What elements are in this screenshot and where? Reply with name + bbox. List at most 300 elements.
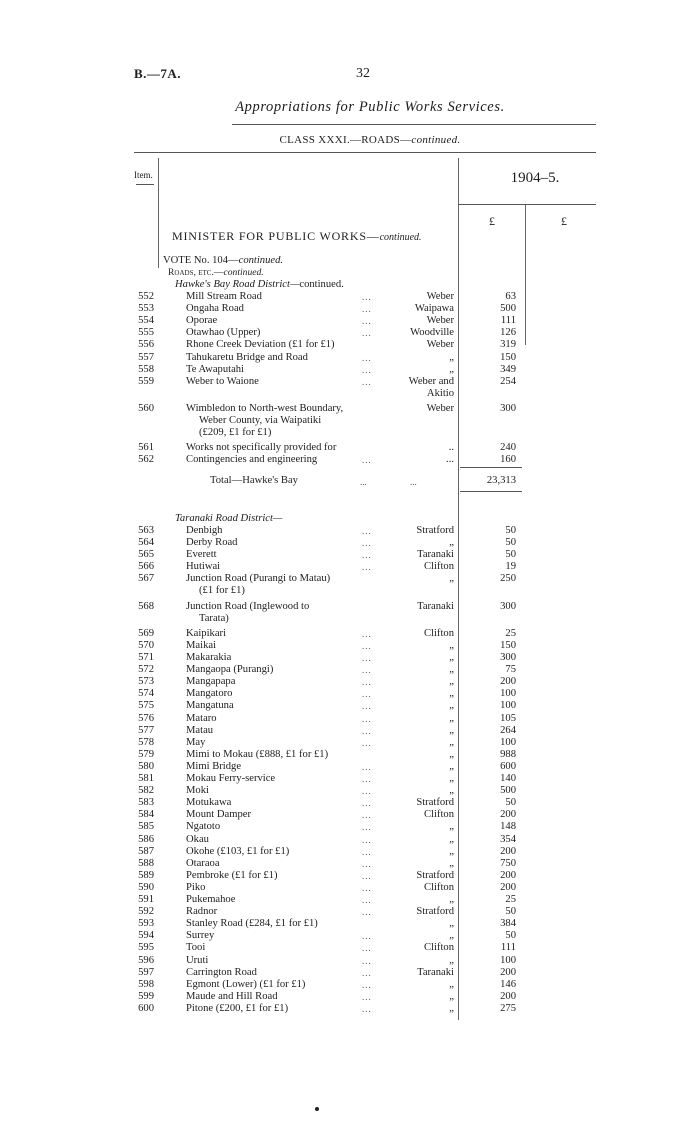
taranaki-item-number: 582 (138, 785, 154, 797)
county-name: Stratford (416, 869, 454, 881)
hawkes-bay-item-number: 555 (138, 327, 154, 339)
county-name: Waipawa (414, 303, 454, 315)
taranaki-item-name (186, 628, 226, 640)
total-label: Total—Hawke's Bay (210, 475, 298, 486)
item-name-line: Piko (186, 881, 206, 893)
taranaki-amount: 50 (505, 906, 516, 918)
currency-symbol-col1: £ (489, 214, 495, 228)
item-name-line: Maude and Hill Road (186, 990, 278, 1002)
item-name-line: Te Awaputahi (186, 363, 245, 375)
taranaki-item-name (186, 942, 205, 954)
hawkes-bay-county (390, 291, 454, 303)
taranaki-county (390, 749, 454, 761)
item-name-line: Wimbledon to North-west Boundary, (186, 402, 344, 414)
taranaki-item-name (186, 688, 232, 700)
taranaki-county (390, 834, 454, 846)
taranaki-leader-dots: ... (362, 991, 372, 1002)
taranaki-item-number: 585 (138, 821, 154, 833)
taranaki-item-name (186, 1003, 288, 1015)
county-name: „ (449, 760, 454, 772)
taranaki-item-name (186, 652, 231, 664)
taranaki-item-number: 584 (138, 809, 154, 821)
item-name-line: Rhone Creek Deviation (£1 for £1) (186, 339, 335, 351)
taranaki-item-name (186, 930, 214, 942)
taranaki-item-number: 581 (138, 773, 154, 784)
item-name-line: Junction Road (Purangi to Matau) (186, 573, 331, 585)
hawkes-bay-item-number: 561 (138, 442, 154, 454)
hawkes-bay-item-name (186, 442, 336, 454)
hawkes-bay-county (390, 352, 454, 364)
taranaki-item-number: 565 (138, 549, 154, 561)
county-name: „ (449, 785, 454, 797)
taranaki-item-name (186, 761, 241, 773)
taranaki-county (390, 858, 454, 870)
hawkes-bay-leader-dots: ... (362, 304, 372, 315)
item-name-line: Mangatoro (186, 688, 233, 700)
hawkes-bay-county (390, 303, 454, 315)
county-name: Clifton (423, 561, 454, 573)
taranaki-amount: 300 (500, 652, 516, 663)
description-column-divider (458, 158, 459, 1020)
taranaki-item-number: 593 (138, 918, 154, 930)
taranaki-item-number: 586 (138, 833, 154, 845)
hawkes-bay-amount: 150 (500, 351, 516, 363)
taranaki-leader-dots: ... (362, 713, 372, 724)
taranaki-county (390, 561, 454, 573)
item-name-line: Mataro (186, 712, 217, 724)
taranaki-item-number: 590 (138, 881, 154, 893)
hawkes-bay-item-number: 553 (138, 303, 154, 315)
taranaki-amount: 200 (500, 966, 516, 978)
item-name-line: Pembroke (£1 for £1) (186, 869, 278, 881)
taranaki-leader-dots: ... (362, 774, 372, 784)
county-name: Stratford (416, 525, 454, 536)
taranaki-amount: 250 (500, 573, 516, 585)
class-heading: CLASS XXXI.—ROADS—continued. (279, 134, 461, 146)
item-column-header: Item. (134, 170, 153, 180)
taranaki-item-name (186, 967, 257, 979)
hawkes-bay-item-name (186, 403, 343, 439)
taranaki-item-number: 599 (138, 990, 154, 1002)
county-name: „ (449, 833, 454, 845)
taranaki-leader-dots: ... (362, 538, 372, 549)
hawkes-bay-county (390, 364, 454, 376)
taranaki-item-number: 595 (138, 942, 154, 954)
taranaki-county (390, 761, 454, 773)
hawkes-bay-item-number: 552 (138, 291, 154, 302)
taranaki-county (390, 537, 454, 549)
taranaki-county (390, 652, 454, 664)
taranaki-item-number: 576 (138, 712, 154, 724)
taranaki-item-name (186, 640, 216, 652)
total-leader-dots: ... (360, 477, 367, 487)
hawkes-bay-amount: 254 (500, 375, 516, 387)
taranaki-leader-dots: ... (362, 834, 372, 845)
taranaki-leader-dots: ... (362, 786, 372, 797)
county-name: Taranaki (417, 966, 454, 978)
taranaki-leader-dots: ... (362, 979, 372, 990)
taranaki-leader-dots: ... (362, 882, 372, 893)
item-name-line: Maikai (186, 639, 217, 651)
taranaki-county (390, 573, 454, 585)
taranaki-item-number: 597 (138, 966, 154, 978)
county-name: Taranaki (417, 600, 454, 612)
hawkes-bay-county (390, 339, 454, 351)
hawkes-bay-amount: 63 (505, 291, 516, 302)
taranaki-amount: 146 (500, 978, 516, 990)
taranaki-amount: 600 (500, 760, 516, 772)
hawkes-bay-county (390, 403, 454, 415)
taranaki-item-name (186, 894, 235, 906)
taranaki-county (390, 809, 454, 821)
hawkes-bay-item-number: 556 (138, 339, 154, 351)
hawkes-bay-amount: 111 (500, 315, 516, 327)
county-name: Clifton (423, 627, 454, 639)
roads-heading: Roads, etc.—continued. (168, 267, 264, 278)
taranaki-item-name (186, 991, 278, 1003)
county-name: „ (449, 639, 454, 651)
item-name-line: Radnor (186, 906, 218, 918)
taranaki-amount: 50 (505, 930, 516, 942)
taranaki-amount: 275 (500, 1002, 516, 1014)
taranaki-leader-dots: ... (362, 701, 372, 712)
county-name: Weber (426, 315, 454, 327)
taranaki-item-name (186, 676, 235, 688)
taranaki-county (390, 797, 454, 809)
table-top-rule (134, 152, 596, 153)
year-header-rule (458, 204, 596, 205)
taranaki-county (390, 664, 454, 676)
item-name-line: Mangaopa (Purangi) (186, 664, 274, 676)
taranaki-amount: 111 (500, 942, 516, 954)
hawkes-bay-amount: 160 (500, 454, 516, 466)
county-name: „ (449, 918, 454, 930)
item-name-line: Derby Road (186, 537, 238, 549)
hawkes-bay-item-name (186, 376, 259, 388)
page-title: Appropriations for Public Works Services. (235, 99, 505, 115)
taranaki-leader-dots: ... (362, 689, 372, 700)
item-name-line: Surrey (186, 930, 215, 942)
taranaki-county (390, 688, 454, 700)
hawkes-bay-leader-dots: ... (362, 292, 372, 302)
taranaki-item-number: 577 (138, 724, 154, 736)
taranaki-item-name (186, 821, 220, 833)
taranaki-item-name (186, 573, 330, 597)
item-name-line: Junction Road (Inglewood to (186, 600, 310, 612)
currency-symbol-col2: £ (561, 214, 567, 228)
taranaki-amount: 25 (505, 894, 516, 905)
taranaki-item-number: 564 (138, 537, 154, 549)
item-name-line: Okohe (£103, £1 for £1) (186, 845, 290, 857)
taranaki-leader-dots: ... (362, 870, 372, 881)
taranaki-county (390, 737, 454, 749)
taranaki-county (390, 773, 454, 785)
item-name-line: Mount Damper (186, 809, 252, 821)
item-name-line: Tahukaretu Bridge and Road (186, 351, 308, 363)
county-name: „ (449, 894, 454, 905)
taranaki-county (390, 700, 454, 712)
taranaki-county (390, 882, 454, 894)
hawkes-bay-item-name (186, 454, 317, 466)
taranaki-county (390, 725, 454, 737)
item-name-line: Weber to Waione (186, 375, 259, 387)
item-name-line: Ngatoto (186, 821, 221, 833)
item-name-line: Mimi to Mokau (£888, £1 for £1) (186, 748, 329, 760)
county-name: „ (449, 978, 454, 990)
taranaki-amount: 50 (505, 549, 516, 561)
taranaki-item-name (186, 749, 328, 761)
hawkes-bay-amount: 349 (500, 363, 516, 375)
taranaki-item-number: 578 (138, 736, 154, 748)
taranaki-amount: 384 (500, 918, 516, 930)
taranaki-county (390, 930, 454, 942)
taranaki-leader-dots: ... (362, 737, 372, 748)
taranaki-amount: 500 (500, 785, 516, 797)
county-name: „ (449, 748, 454, 760)
taranaki-item-name (186, 561, 220, 573)
hawkes-bay-item-number: 560 (138, 402, 154, 414)
taranaki-leader-dots: ... (362, 943, 372, 954)
county-name: „ (449, 712, 454, 724)
taranaki-amount: 200 (500, 845, 516, 857)
taranaki-item-name (186, 525, 222, 537)
taranaki-leader-dots: ... (362, 858, 372, 869)
taranaki-amount: 25 (505, 627, 516, 639)
item-name-line: Pukemahoe (186, 894, 236, 905)
taranaki-county (390, 906, 454, 918)
taranaki-item-name (186, 601, 309, 625)
taranaki-leader-dots: ... (362, 1003, 372, 1014)
county-name: „ (449, 990, 454, 1002)
hawkes-bay-amount: 300 (500, 402, 516, 414)
taranaki-item-name (186, 797, 231, 809)
hawkes-bay-item-name (186, 291, 262, 303)
county-name: „ (449, 724, 454, 736)
taranaki-leader-dots: ... (362, 550, 372, 561)
item-name-line: Mangapapa (186, 676, 236, 688)
hawkes-bay-amount: 319 (500, 339, 516, 351)
taranaki-amount: 200 (500, 676, 516, 688)
hawkes-bay-county (390, 315, 454, 327)
taranaki-leader-dots: ... (362, 725, 372, 736)
taranaki-item-number: 580 (138, 760, 154, 772)
taranaki-item-name (186, 537, 237, 549)
taranaki-leader-dots: ... (362, 907, 372, 918)
hawkes-bay-leader-dots: ... (362, 328, 372, 339)
taranaki-amount: 100 (500, 700, 516, 712)
county-name: „ (449, 351, 454, 363)
county-name: Stratford (416, 906, 454, 918)
hawkes-bay-leader-dots: ... (362, 316, 372, 327)
item-name-line: May (186, 736, 206, 748)
item-name-continuation: Weber County, via Waipatiki (199, 414, 322, 426)
taranaki-item-number: 596 (138, 954, 154, 966)
taranaki-item-name (186, 713, 217, 725)
item-name-line: Pitone (£200, £1 for £1) (186, 1002, 289, 1014)
taranaki-leader-dots: ... (362, 798, 372, 809)
taranaki-item-name (186, 834, 209, 846)
item-name-line: Kaipikari (186, 627, 227, 639)
item-column-divider (158, 158, 159, 268)
vote-heading: VOTE No. 104—continued. (163, 255, 284, 266)
taranaki-item-number: 572 (138, 664, 154, 676)
item-name-continuation: (£1 for £1) (199, 585, 245, 597)
county-name: „ (449, 573, 454, 585)
taranaki-item-number: 588 (138, 857, 154, 869)
item-name-line: Mill Stream Road (186, 291, 262, 302)
taranaki-item-name (186, 918, 318, 930)
hawkes-bay-item-number: 554 (138, 315, 154, 327)
taranaki-item-name (186, 809, 251, 821)
taranaki-amount: 148 (500, 821, 516, 833)
item-name-line: Otaraoa (186, 857, 220, 869)
total-rule-bottom (460, 491, 522, 492)
hawkes-bay-county (390, 327, 454, 339)
county-name: ... (446, 454, 454, 466)
taranaki-leader-dots: ... (362, 628, 372, 639)
taranaki-amount: 354 (500, 833, 516, 845)
county-name: „ (449, 736, 454, 748)
taranaki-amount: 750 (500, 857, 516, 869)
taranaki-leader-dots: ... (362, 810, 372, 821)
taranaki-amount: 200 (500, 869, 516, 881)
taranaki-county (390, 894, 454, 906)
minister-heading: MINISTER FOR PUBLIC WORKS—continued. (172, 229, 422, 243)
county-name: „ (449, 652, 454, 663)
item-name-line: Okau (186, 833, 209, 845)
hawkes-bay-item-number: 558 (138, 363, 154, 375)
taranaki-leader-dots: ... (362, 526, 372, 536)
hawkes-bay-item-number: 562 (138, 454, 154, 466)
taranaki-item-number: 571 (138, 652, 154, 663)
item-name-line: Uruti (186, 954, 209, 966)
taranaki-leader-dots: ... (362, 761, 372, 772)
taranaki-leader-dots: ... (362, 895, 372, 905)
item-name-line: Motukawa (186, 797, 232, 809)
page-number: 32 (356, 66, 370, 81)
item-name-line: Mokau Ferry-service (186, 773, 276, 784)
total-rule-top (460, 467, 522, 468)
year-header: 1904–5. (510, 170, 560, 186)
county-name: Weber and (408, 375, 454, 387)
item-header-rule (136, 184, 154, 185)
item-name-line: Contingencies and engineering (186, 454, 318, 466)
taranaki-amount: 300 (500, 600, 516, 612)
taranaki-amount: 150 (500, 639, 516, 651)
taranaki-county (390, 918, 454, 930)
taranaki-county (390, 628, 454, 640)
county-name: „ (449, 821, 454, 833)
taranaki-amount: 50 (505, 797, 516, 809)
taranaki-item-name (186, 906, 217, 918)
taranaki-county (390, 640, 454, 652)
hawkes-bay-leader-dots: ... (362, 376, 372, 387)
county-name: „ (449, 537, 454, 549)
taranaki-county (390, 870, 454, 882)
taranaki-item-name (186, 549, 217, 561)
taranaki-leader-dots: ... (362, 562, 372, 573)
taranaki-leader-dots: ... (362, 665, 372, 676)
total-amount: 23,313 (486, 475, 516, 486)
taranaki-amount: 105 (500, 712, 516, 724)
hawkes-bay-item-name (186, 339, 335, 351)
taranaki-item-name (186, 737, 205, 749)
taranaki-amount: 19 (505, 561, 516, 573)
taranaki-amount: 50 (505, 537, 516, 549)
item-name-line: Carrington Road (186, 966, 257, 978)
taranaki-amount: 200 (500, 809, 516, 821)
item-name-line: Tooi (186, 942, 206, 954)
item-name-line: Makarakia (186, 652, 232, 663)
taranaki-county (390, 846, 454, 858)
taranaki-leader-dots: ... (362, 653, 372, 663)
taranaki-amount: 100 (500, 736, 516, 748)
taranaki-item-number: 567 (138, 573, 154, 585)
hawkes-bay-leader-dots: ... (362, 455, 372, 466)
taranaki-item-name (186, 882, 205, 894)
item-name-continuation: (£209, £1 for £1) (199, 426, 272, 438)
page-dot (315, 1107, 319, 1111)
taranaki-amount: 988 (500, 748, 516, 760)
taranaki-item-number: 592 (138, 906, 154, 918)
county-name: „ (449, 688, 454, 700)
hawkes-bay-item-name (186, 352, 308, 364)
taranaki-leader-dots: ... (362, 967, 372, 978)
taranaki-item-number: 574 (138, 688, 154, 700)
item-name-line: Ongaha Road (186, 303, 244, 315)
county-name: Clifton (423, 809, 454, 821)
item-name-line: Denbigh (186, 525, 223, 536)
taranaki-item-name (186, 725, 213, 737)
taranaki-item-name (186, 955, 208, 967)
taranaki-item-number: 598 (138, 978, 154, 990)
taranaki-county (390, 785, 454, 797)
county-name: „ (449, 700, 454, 712)
total-leader-dots-2: ... (410, 477, 417, 487)
item-name-line: Everett (186, 549, 217, 561)
taranaki-item-number: 587 (138, 845, 154, 857)
county-name: Weber (426, 339, 454, 351)
taranaki-county (390, 525, 454, 537)
taranaki-county (390, 713, 454, 725)
taranaki-item-number: 579 (138, 748, 154, 760)
item-name-line: Moki (186, 785, 209, 797)
hawkes-bay-item-number: 557 (138, 351, 154, 363)
taranaki-leader-dots: ... (362, 822, 372, 833)
county-name: „ (449, 676, 454, 688)
hawkes-bay-county (390, 454, 454, 466)
taranaki-item-number: 563 (138, 525, 154, 536)
hawkes-bay-item-name (186, 303, 244, 315)
hawkes-bay-county (390, 442, 454, 454)
taranaki-county (390, 967, 454, 979)
item-name-continuation: Tarata) (199, 612, 229, 624)
hawkes-bay-amount: 126 (500, 327, 516, 339)
taranaki-leader-dots: ... (362, 846, 372, 857)
county-name: Clifton (423, 881, 454, 893)
taranaki-item-number: 600 (138, 1002, 154, 1014)
taranaki-item-number: 575 (138, 700, 154, 712)
item-name-line: Mimi Bridge (186, 760, 242, 772)
hawkes-bay-leader-dots: ... (362, 364, 372, 375)
taranaki-county (390, 955, 454, 967)
taranaki-county (390, 549, 454, 561)
county-name: Clifton (423, 942, 454, 954)
taranaki-item-number: 568 (138, 600, 154, 612)
document-reference: B.—7A. (134, 66, 182, 81)
taranaki-amount: 75 (505, 664, 516, 676)
taranaki-leader-dots: ... (362, 955, 372, 966)
